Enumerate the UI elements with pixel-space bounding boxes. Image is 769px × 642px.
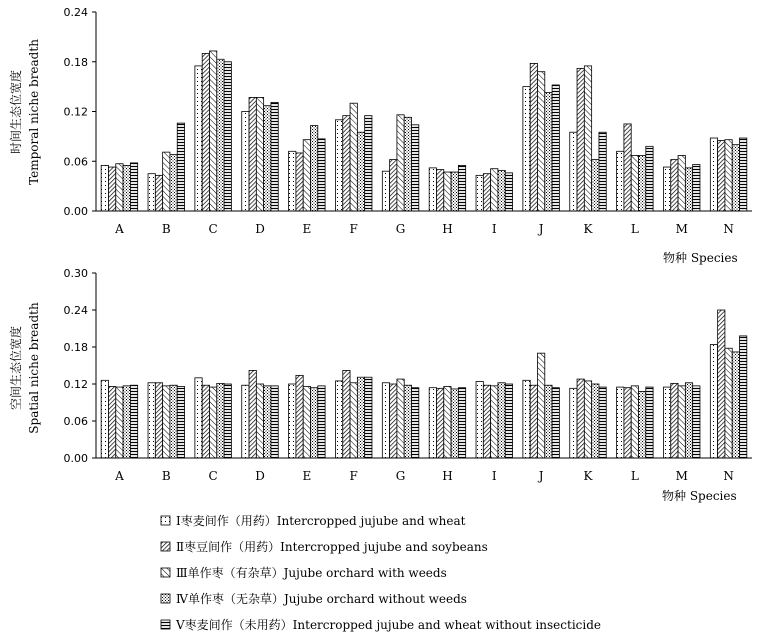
spatial-bar-F-s1 [335, 381, 342, 458]
temporal-bar-L-s2 [624, 124, 631, 211]
spatial-bar-C-s2 [202, 385, 209, 458]
temporal-category-label: J [538, 222, 544, 236]
temporal-bar-N-s1 [710, 138, 717, 211]
spatial-bar-G-s4 [404, 385, 411, 458]
spatial-bar-H-s3 [444, 386, 451, 458]
temporal-bar-I-s5 [505, 173, 512, 211]
spatial-bar-C-s1 [195, 378, 202, 458]
legend-swatch-1 [161, 516, 170, 525]
spatial-bar-J-s1 [523, 380, 530, 458]
temporal-bar-L-s3 [631, 155, 638, 211]
temporal-bar-B-s3 [163, 152, 170, 211]
spatial-bar-H-s2 [436, 388, 443, 458]
spatial-category-label: G [395, 469, 406, 483]
spatial-bar-A-s2 [108, 386, 115, 458]
spatial-bar-I-s3 [491, 386, 498, 458]
temporal-bar-E-s2 [296, 153, 303, 211]
temporal-bar-H-s4 [451, 172, 458, 211]
spatial-category-label: H [442, 469, 453, 483]
temporal-bar-H-s2 [436, 170, 443, 211]
spatial-bar-C-s4 [217, 383, 224, 458]
temporal-category-label: D [255, 222, 265, 236]
temporal-bars [101, 51, 747, 211]
temporal-bar-K-s1 [570, 132, 577, 211]
temporal-bar-J-s3 [537, 72, 544, 211]
spatial-bar-E-s1 [289, 384, 296, 458]
temporal-bar-K-s3 [584, 66, 591, 211]
spatial-category-label: L [630, 469, 639, 483]
temporal-bar-J-s5 [552, 85, 559, 211]
spatial-bar-B-s4 [170, 385, 177, 458]
temporal-category-label: F [349, 222, 358, 236]
spatial-bar-J-s4 [545, 385, 552, 458]
spatial-bars [101, 310, 747, 458]
spatial-ylabel-en: Spatial niche breadth [27, 302, 41, 434]
temporal-bar-N-s5 [740, 138, 747, 211]
spatial-category-label: B [161, 469, 171, 483]
temporal-bar-B-s5 [177, 123, 184, 211]
spatial-category-label: C [208, 469, 218, 483]
spatial-bar-E-s3 [303, 386, 310, 458]
temporal-bar-G-s2 [390, 160, 397, 211]
temporal-bar-K-s5 [599, 132, 606, 211]
temporal-bar-B-s1 [148, 174, 155, 211]
spatial-xlabel: 物种 Species [662, 489, 737, 503]
spatial-bar-A-s4 [123, 386, 130, 458]
spatial-bar-K-s4 [592, 384, 599, 458]
temporal-bar-D-s2 [249, 97, 256, 211]
temporal-bar-E-s4 [311, 126, 318, 211]
temporal-bar-F-s5 [365, 116, 372, 211]
spatial-bar-F-s4 [357, 377, 364, 458]
temporal-bar-F-s2 [343, 116, 350, 211]
spatial-bar-B-s3 [163, 386, 170, 458]
spatial-bar-N-s3 [725, 348, 732, 458]
spatial-bar-E-s2 [296, 375, 303, 458]
legend-swatch-2 [161, 542, 170, 551]
temporal-category-label: A [115, 222, 124, 236]
spatial-y-tick-label: 0.30 [63, 267, 88, 280]
spatial-bar-A-s5 [130, 385, 137, 458]
temporal-bar-D-s4 [264, 106, 271, 211]
spatial-category-label: I [491, 469, 497, 483]
temporal-bar-F-s1 [335, 120, 342, 211]
temporal-bar-I-s4 [498, 170, 505, 211]
temporal-category-label: H [442, 222, 453, 236]
temporal-bar-A-s3 [116, 164, 123, 211]
temporal-bar-H-s1 [429, 168, 436, 211]
temporal-bar-N-s2 [718, 141, 725, 211]
spatial-bar-G-s1 [382, 383, 389, 458]
temporal-y-tick-label: 0.24 [63, 6, 88, 19]
spatial-bar-I-s2 [483, 385, 490, 458]
spatial-bar-I-s1 [476, 382, 483, 458]
legend-label-5: Ⅴ枣麦间作（未用药）Intercropped jujube and wheat without insecticide [176, 618, 602, 632]
temporal-bar-M-s1 [663, 167, 670, 211]
spatial-bar-E-s4 [311, 388, 318, 458]
temporal-bar-I-s2 [483, 174, 490, 211]
temporal-bar-C-s4 [217, 59, 224, 211]
temporal-category-label: E [302, 222, 312, 236]
temporal-bar-N-s3 [725, 140, 732, 211]
temporal-bar-F-s3 [350, 103, 357, 211]
spatial-bar-C-s5 [224, 384, 231, 458]
temporal-bar-B-s4 [170, 155, 177, 211]
temporal-category-label: G [395, 222, 406, 236]
spatial-y-ticks [64, 267, 97, 465]
spatial-categories [114, 469, 734, 483]
temporal-bar-M-s2 [671, 160, 678, 211]
spatial-category-label: A [115, 469, 124, 483]
temporal-bar-C-s1 [195, 66, 202, 211]
spatial-bar-A-s1 [101, 380, 108, 458]
spatial-bar-M-s3 [678, 386, 685, 458]
spatial-bar-G-s2 [390, 384, 397, 458]
temporal-bar-A-s5 [130, 163, 137, 211]
temporal-y-tick-label: 0.12 [63, 105, 88, 119]
temporal-category-label: M [675, 222, 688, 236]
spatial-bar-B-s2 [155, 383, 162, 458]
temporal-ylabel-en: Temporal niche breadth [27, 39, 41, 185]
spatial-bar-K-s2 [577, 379, 584, 458]
temporal-bar-G-s5 [412, 125, 419, 211]
spatial-category-label: J [538, 469, 544, 483]
temporal-y-ticks [64, 6, 97, 218]
temporal-bar-M-s4 [685, 168, 692, 211]
spatial-bar-E-s5 [318, 386, 325, 458]
spatial-bar-I-s5 [505, 384, 512, 458]
spatial-bar-D-s5 [271, 386, 278, 458]
temporal-bar-L-s5 [646, 146, 653, 211]
spatial-bar-K-s1 [570, 388, 577, 458]
spatial-y-tick-label: 0.00 [63, 452, 88, 465]
spatial-category-label: F [349, 469, 358, 483]
spatial-bar-H-s1 [429, 388, 436, 458]
temporal-bar-J-s4 [545, 92, 552, 211]
spatial-bar-F-s2 [343, 370, 350, 458]
spatial-y-tick-label: 0.06 [63, 415, 88, 428]
temporal-chart [8, 6, 752, 265]
temporal-bar-G-s3 [397, 115, 404, 211]
temporal-bar-B-s2 [155, 175, 162, 211]
temporal-bar-C-s5 [224, 62, 231, 211]
legend-label-3: Ⅲ单作枣（有杂草）Jujube orchard with weeds [176, 566, 447, 580]
legend-swatch-3 [161, 568, 170, 577]
spatial-bar-L-s3 [631, 386, 638, 458]
temporal-bar-K-s4 [592, 160, 599, 211]
temporal-bar-H-s3 [444, 172, 451, 211]
temporal-xlabel: 物种 Species [663, 251, 738, 265]
spatial-bar-N-s2 [718, 310, 725, 458]
temporal-bar-E-s5 [318, 139, 325, 211]
temporal-bar-G-s4 [404, 117, 411, 211]
spatial-bar-M-s5 [693, 386, 700, 458]
spatial-bar-G-s3 [397, 379, 404, 458]
temporal-bar-E-s3 [303, 140, 310, 211]
spatial-bar-C-s3 [209, 387, 216, 458]
spatial-bar-B-s5 [177, 386, 184, 458]
temporal-bar-F-s4 [357, 132, 364, 211]
spatial-y-tick-label: 0.18 [63, 341, 88, 354]
spatial-bar-D-s3 [256, 384, 263, 458]
temporal-category-label: N [723, 222, 734, 236]
spatial-bar-K-s5 [599, 387, 606, 458]
temporal-category-label: K [583, 222, 593, 236]
spatial-bar-L-s4 [639, 391, 646, 458]
temporal-bar-D-s1 [242, 112, 249, 212]
temporal-bar-C-s3 [209, 51, 216, 211]
spatial-bar-M-s4 [685, 383, 692, 458]
temporal-bar-D-s5 [271, 102, 278, 211]
spatial-bar-L-s1 [617, 387, 624, 458]
temporal-bar-A-s4 [123, 165, 130, 211]
temporal-category-label: I [491, 222, 497, 236]
temporal-bar-I-s3 [491, 169, 498, 211]
spatial-bar-D-s1 [242, 385, 249, 458]
spatial-bar-K-s3 [584, 381, 591, 458]
temporal-category-label: B [161, 222, 171, 236]
spatial-bar-N-s1 [710, 345, 717, 458]
temporal-categories [114, 222, 734, 236]
spatial-chart [8, 267, 752, 503]
spatial-bar-N-s4 [732, 352, 739, 458]
spatial-bar-D-s4 [264, 386, 271, 458]
spatial-bar-J-s5 [552, 388, 559, 458]
spatial-bar-L-s5 [646, 387, 653, 458]
spatial-bar-H-s4 [451, 389, 458, 458]
temporal-bar-G-s1 [382, 171, 389, 211]
legend-label-1: Ⅰ枣麦间作（用药）Intercropped jujube and wheat [176, 514, 466, 528]
spatial-bar-F-s5 [365, 377, 372, 458]
temporal-bar-M-s5 [693, 165, 700, 211]
temporal-bar-D-s3 [256, 97, 263, 211]
temporal-bar-J-s1 [523, 87, 530, 211]
spatial-bar-H-s5 [458, 388, 465, 458]
temporal-bar-J-s2 [530, 63, 537, 211]
legend-swatch-4 [161, 594, 170, 603]
spatial-bar-M-s1 [663, 387, 670, 458]
spatial-bar-I-s4 [498, 383, 505, 458]
temporal-bar-C-s2 [202, 53, 209, 211]
spatial-bar-D-s2 [249, 370, 256, 458]
legend-swatch-5 [161, 620, 170, 629]
spatial-bar-N-s5 [740, 336, 747, 458]
temporal-bar-N-s4 [732, 145, 739, 211]
spatial-y-tick-label: 0.12 [63, 378, 88, 391]
temporal-category-label: L [630, 222, 639, 236]
temporal-bar-L-s1 [617, 151, 624, 211]
temporal-y-tick-label: 0.00 [63, 205, 88, 218]
spatial-ylabel-cn: 空间生态位宽度 [9, 325, 23, 411]
temporal-bar-I-s1 [476, 175, 483, 211]
spatial-category-label: N [723, 469, 734, 483]
temporal-y-tick-label: 0.18 [63, 55, 88, 69]
spatial-bar-M-s2 [671, 383, 678, 458]
spatial-y-tick-label: 0.24 [63, 304, 88, 317]
spatial-bar-G-s5 [412, 388, 419, 458]
temporal-bar-L-s4 [639, 155, 646, 211]
temporal-bar-K-s2 [577, 68, 584, 211]
temporal-ylabel-cn: 时间生态位宽度 [9, 69, 23, 155]
spatial-bar-L-s2 [624, 388, 631, 458]
legend [161, 513, 601, 632]
spatial-category-label: M [675, 469, 688, 483]
temporal-bar-A-s2 [108, 167, 115, 211]
temporal-y-tick-label: 0.06 [63, 155, 88, 169]
spatial-category-label: D [255, 469, 265, 483]
temporal-bar-M-s3 [678, 155, 685, 211]
spatial-bar-B-s1 [148, 383, 155, 458]
temporal-bar-H-s5 [458, 165, 465, 211]
legend-label-2: Ⅱ枣豆间作（用药）Intercropped jujube and soybeans [176, 540, 488, 554]
spatial-category-label: E [302, 469, 312, 483]
temporal-bar-A-s1 [101, 165, 108, 211]
spatial-bar-A-s3 [116, 387, 123, 458]
spatial-bar-J-s3 [537, 353, 544, 458]
temporal-bar-E-s1 [289, 151, 296, 211]
legend-label-4: Ⅳ单作枣（无杂草）Jujube orchard without weeds [176, 592, 467, 606]
temporal-category-label: C [208, 222, 218, 236]
spatial-category-label: K [583, 469, 593, 483]
spatial-bar-J-s2 [530, 385, 537, 458]
spatial-bar-F-s3 [350, 383, 357, 458]
